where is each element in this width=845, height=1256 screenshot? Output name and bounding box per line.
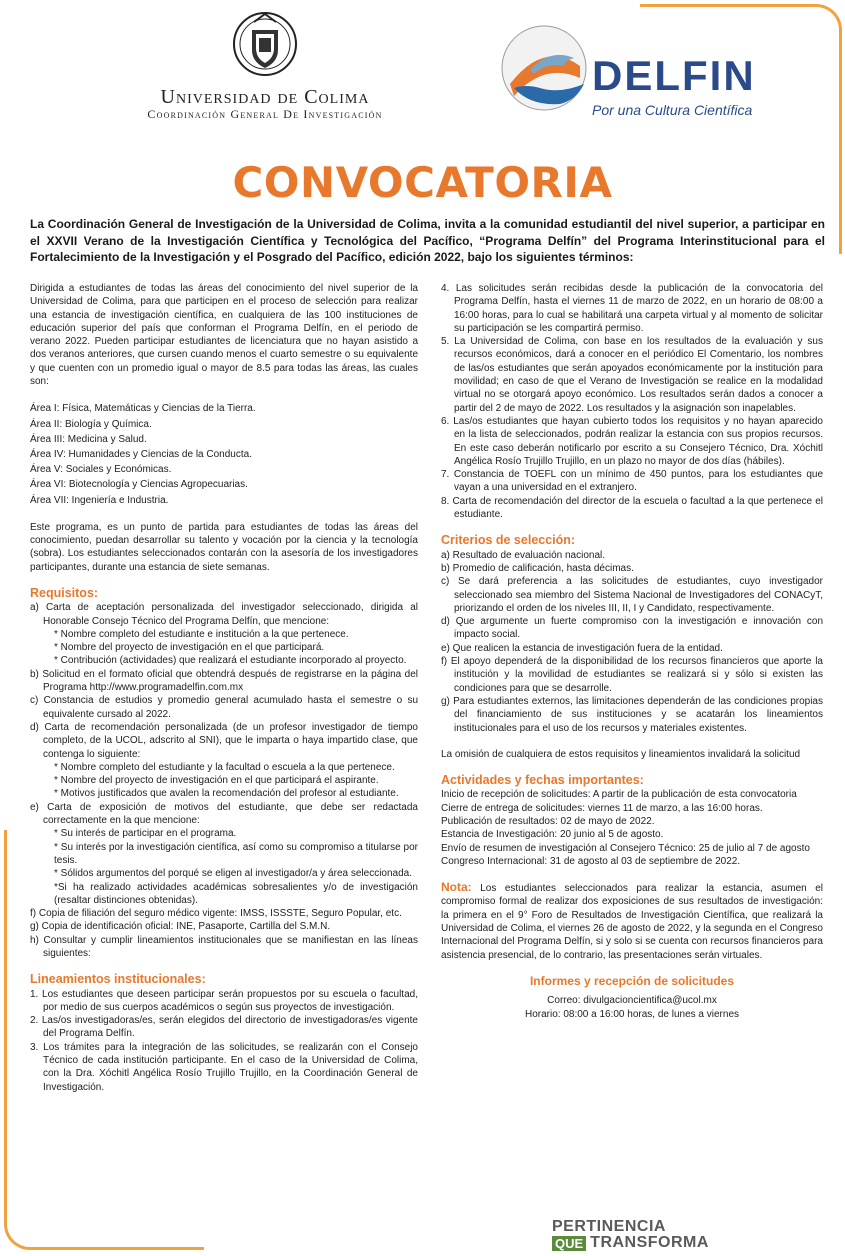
- pertinencia-logo: [552, 1218, 722, 1254]
- list-item: f) El apoyo dependerá de la disponibilidad de los recursos financieros que aporte la institución y la movilidad de estudiantes se realizará si y sólo si existen las condiciones para que se desarrolle.: [441, 656, 823, 694]
- list-item: a) Resultado de evaluación nacional.: [441, 549, 605, 561]
- areas-list: [30, 401, 418, 507]
- list-item: Área III: Medicina y Salud.: [30, 433, 147, 445]
- informes-heading: Informes y recepción de solicitudes: [529, 973, 735, 988]
- list-item: 6. Las/os estudiantes que hayan cubierto todos los requisitos y no hayan aparecido en la lista de seleccionados, podrán realizar la estancia con sus propios recursos. En este caso deberán notificarlo por escrito a su Consejero Técnico, Dra. Xóchitl Angélica Rosío Trujillo Trujillo, en un plazo no mayor de dos días (hábiles).: [441, 415, 823, 467]
- list-item: * Motivos justificados que avalen la recomendación del profesor al estudiante.: [54, 788, 399, 800]
- requisito-a: a) Carta de aceptación personalizada del investigador seleccionado, dirigida al Honorable Consejo Técnico del Programa Delfín, que mencione:: [30, 602, 418, 627]
- list-item: Inicio de recepción de solicitudes: A partir de la publicación de esta convocatoria: [441, 789, 797, 801]
- delfin-name: DELFIN: [592, 52, 756, 99]
- list-item: Estancia de Investigación: 20 junio al 5 de agosto.: [441, 829, 664, 841]
- criterios-heading: Criterios de selección:: [441, 533, 576, 548]
- right-column: [441, 282, 823, 1022]
- list-item: * Su interés por la investigación científica, así como su compromiso a titularse por tesis.: [54, 841, 418, 866]
- list-item: Envío de resumen de investigación al Consejero Técnico: 25 de julio al 7 de agosto: [441, 842, 810, 854]
- list-item: Área V: Sociales y Económicas.: [30, 464, 172, 476]
- requisito-c: c) Constancia de estudios y promedio general acumulado hasta el semestre o su equivalente cursado al 2022.: [30, 695, 418, 720]
- list-item: b) Promedio de calificación, hasta décimas.: [441, 562, 634, 574]
- list-item: Área VI: Biotecnología y Ciencias Agropecuarias.: [30, 479, 248, 491]
- left-column: [30, 282, 418, 1094]
- delfin-dolphin-icon: [500, 18, 590, 118]
- logo-top-text: PERTINENCIA: [552, 1218, 666, 1235]
- list-item: e) Que realicen la estancia de investigación fuera de la entidad.: [441, 642, 723, 654]
- ucol-shield-icon: [232, 8, 298, 84]
- requisito-g: g) Copia de identificación oficial: INE, Pasaporte, Cartilla del S.M.N.: [30, 921, 331, 933]
- requisito-e: e) Carta de exposición de motivos del estudiante, que debe ser redactada correctamente en la que mencione:: [30, 801, 418, 827]
- nota-label: Nota:: [441, 880, 472, 895]
- list-item: Área II: Biología y Química.: [30, 418, 152, 430]
- list-item: Cierre de entrega de solicitudes: viernes 11 de marzo, a las 16:00 horas.: [441, 802, 763, 814]
- list-item: Congreso Internacional: 31 de agosto al 03 de septiembre de 2022.: [441, 855, 741, 867]
- list-item: * Nombre completo del estudiante e institución a la que pertenece.: [54, 628, 349, 640]
- list-item: * Su interés de participar en el programa.: [54, 828, 237, 840]
- list-item: 4. Las solicitudes serán recibidas desde la publicación de la convocatoria del Programa Delfín, hasta el viernes 11 de marzo de 2022, en un horario de 08:00 a 16:00 horas, para lo cual se habilitará una carpeta virtual y al momento de solicitar su participación se les compartirá permiso.: [441, 283, 823, 334]
- nota-paragraph: [441, 881, 823, 962]
- list-item: 8. Carta de recomendación del director de la escuela o facultad a la que pertenece el estudiante.: [441, 495, 823, 521]
- coordination-name: Coordinación General De Investigación: [147, 107, 383, 121]
- list-item: c) Se dará preferencia a las solicitudes de estudiantes, cuyo investigador seleccionado sea miembro del Sistema Nacional de Investigadores del CONACyT, priorizando el orden de los niveles III, II, I y Candidato, respectivamente.: [441, 576, 823, 614]
- list-item: 3. Los trámites para la integración de las solicitudes, se realizarán con el Consejo Técnico de cada institución participante. En el caso de la Universidad de Colima, con la Dra. Xóchitl Angélica Rosío Trujillo Trujillo, en la Coordinación General de Investigación.: [30, 1041, 418, 1093]
- requisito-d: d) Carta de recomendación personalizada (de un profesor investigador de tiempo completo, de la UCOL, adscrito al SNI), que le imparta o haya impartido clase, que contenga lo siguiente:: [30, 721, 418, 760]
- informes-block: [441, 975, 823, 1022]
- university-name: Universidad de Colima: [160, 86, 370, 108]
- list-item: *Si ha realizado actividades académicas sobresalientes y/o de investigación (resaltar distinciones obtenidas).: [54, 881, 418, 906]
- list-item: * Nombre completo del estudiante y la facultad o escuela a la que pertenece.: [54, 761, 395, 773]
- intro-paragraph: La Coordinación General de Investigación de la Universidad de Colima, invita a la comunidad estudiantil del nivel superior, a participar en el XXVII Verano de la Investigación Científica y Tecnológica del Pacífico, “Programa Delfín” del Programa Interinstitucional para el Fortalecimiento de la Investigación y el Posgrado del Pacífico, edición 2022, bajo los siguientes términos:: [30, 217, 825, 264]
- delfin-tagline: Por una Cultura Científica: [592, 102, 753, 118]
- requisitos-heading: Requisitos:: [30, 585, 99, 600]
- logo-que-text: QUE: [552, 1236, 586, 1251]
- logo-bottom-text: TRANSFORMA: [590, 1234, 709, 1251]
- list-item: * Contribución (actividades) que realizará el estudiante incorporado al proyecto.: [54, 655, 407, 667]
- list-item: * Nombre del proyecto de investigación en el que participará.: [54, 642, 325, 654]
- list-item: Área VII: Ingeniería e Industria.: [30, 494, 169, 506]
- list-item: * Nombre del proyecto de investigación en el que participará el aspirante.: [54, 775, 379, 787]
- list-item: 5. La Universidad de Colima, con base en los resultados de la evaluación y sus recursos económicos, dará a conocer en el periódico El Comentario, los nombres de las/os estudiantes que serán apoyados económicamente por la institución para movilidad; en caso de que el Verano de Investigación se realice en la modalidad virtual no se otorgará apoyo económico. Los resultados serán dados a conocer a partir del 2 de mayo de 2022. Los resultados y la asignación son inapelables.: [441, 336, 823, 414]
- list-item: g) Para estudiantes externos, las limitaciones dependerán de las condiciones propias del financiamiento de sus instituciones y se acatarán los lineamientos institucionales para el uso de los recursos y materiales existentes.: [441, 695, 823, 734]
- office-hours: Horario: 08:00 a 16:00 horas, de lunes a viernes: [524, 1009, 740, 1021]
- lineamientos-heading: Lineamientos institucionales:: [30, 972, 206, 987]
- list-item: 1. Los estudiantes que deseen participar serán propuestos por su escuela o facultad, por medio de sus cuerpos académicos o según sus proyectos de investigación.: [30, 988, 418, 1013]
- ucol-logo: [140, 8, 390, 128]
- list-item: 7. Constancia de TOEFL con un mínimo de 450 puntos, para los estudiantes que vayan a una universidad en el extranjero.: [441, 469, 823, 494]
- page-title: CONVOCATORIA: [232, 158, 613, 207]
- eligibility-paragraph: Dirigida a estudiantes de todas las áreas del conocimiento del nivel superior de la Universidad de Colima, para que participen en el proceso de selección para realizar una estancia de investigación científica, en cualquiera de las 100 instituciones de educación superior del país que conforman el Programa Delfín, en el periodo de verano 2022. Pueden participar estudiantes de licenciatura que no hayan asistido a dos veranos anteriores, que cursen cuando menos el cuarto semestre o su equivalente y que cuenten con un promedio igual o mayor de 8.5 para todas las áreas, las cuales son:: [30, 283, 418, 388]
- list-item: Área I: Física, Matemáticas y Ciencias de la Tierra.: [30, 403, 256, 415]
- list-item: d) Que argumente un fuerte compromiso con la investigación e innovación con impacto social.: [441, 616, 823, 641]
- list-item: 2. Las/os investigadoras/es, serán elegidos del directorio de investigadoras/es vigente del Programa Delfín.: [30, 1015, 418, 1040]
- requisito-f: f) Copia de filiación del seguro médico vigente: IMSS, ISSSTE, Seguro Popular, etc.: [30, 908, 402, 920]
- program-paragraph: Este programa, es un punto de partida para estudiantes de todas las áreas del conocimiento, puedan desarrollar su talento y vocación por la ciencia y la tecnología (sobra). Los estudiantes seleccionados contarán con la asesoría de los investigadores participantes, durante una estancia de siete semanas.: [30, 521, 418, 573]
- actividades-heading: Actividades y fechas importantes:: [441, 773, 644, 788]
- requisito-h: h) Consultar y cumplir lineamientos institucionales que se manifiestan en las líneas siguientes:: [30, 934, 418, 959]
- list-item: Área IV: Humanidades y Ciencias de la Conducta.: [30, 448, 252, 460]
- omision-paragraph: La omisión de cualquiera de estos requisitos y lineamientos invalidará la solicitud: [441, 748, 801, 760]
- list-item: Publicación de resultados: 02 de mayo de 2022.: [441, 815, 655, 827]
- contact-email: Correo: divulgacioncientifica@ucol.mx: [547, 995, 717, 1007]
- delfin-logo: [500, 18, 760, 128]
- nota-text: Los estudiantes seleccionados para realizar la estancia, asumen el compromiso formal de realizar dos exposiciones de sus resultados de investigación: la primera en el 9° Foro de Resultados de Investigación Científica, que realizará la Universidad de Colima, el viernes 26 de agosto de 2022, y la segunda en el Congreso Internacional del Programa Delfín, si y solo si se cuenta con recursos financieros para asistencia presencial, de lo contrario, las presentaciones serán virtuales.: [441, 883, 823, 961]
- list-item: * Sólidos argumentos del porqué se eligen al investigador/a y área seleccionada.: [54, 868, 413, 880]
- requisito-b: b) Solicitud en el formato oficial que obtendrá después de registrarse en la página del Programa http://www.programadelfin.com.mx: [30, 668, 418, 694]
